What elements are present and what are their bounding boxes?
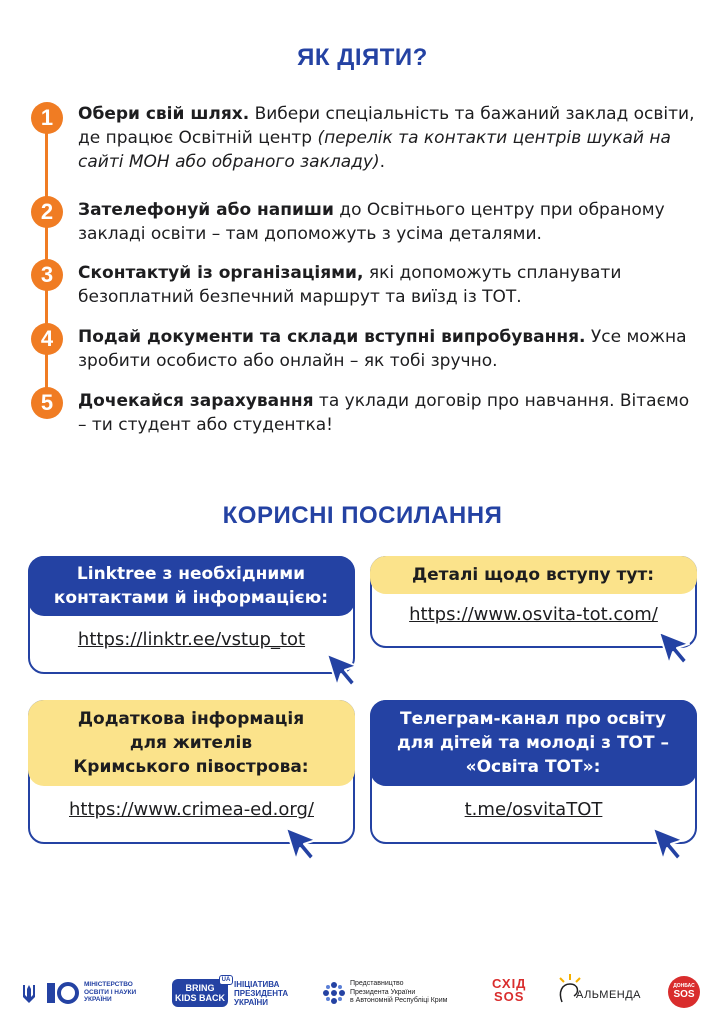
rep-line: Представництво bbox=[350, 980, 404, 987]
step-text bbox=[78, 325, 698, 373]
step-bold: Сконтактуй із організаціями, bbox=[78, 263, 364, 283]
mon-logo bbox=[46, 981, 82, 1005]
bkb-line: BRING bbox=[185, 983, 215, 993]
link-card-crimea bbox=[28, 700, 355, 844]
cursor-arrow-icon bbox=[282, 824, 322, 864]
card-header-line: Додаткова інформація bbox=[77, 708, 305, 729]
mon-text-line: УКРАЇНИ bbox=[84, 996, 112, 1003]
card-header-line: Linktree з необхідними bbox=[76, 563, 306, 584]
bkb-badge: UA bbox=[219, 975, 233, 985]
useful-links-title: КОРИСНІ ПОСИЛАННЯ bbox=[222, 502, 503, 529]
link-card-telegram bbox=[370, 700, 697, 844]
step-body: та уклади договір про навчання. Вітаємо – ти студент або студентка! bbox=[78, 391, 690, 435]
step-tail: . bbox=[379, 152, 385, 172]
telegram-link[interactable]: t.me/osvitaTOT bbox=[464, 799, 603, 820]
initiative-text bbox=[234, 980, 288, 1007]
trident-icon bbox=[22, 983, 36, 1003]
mon-text-line: ОСВІТИ І НАУКИ bbox=[84, 988, 137, 996]
link-card-linktree bbox=[28, 556, 355, 674]
link-card-admission bbox=[370, 556, 697, 648]
card-header-line: «Освіта ТОТ»: bbox=[465, 756, 601, 777]
step-number: 2 bbox=[31, 196, 63, 228]
almenda-text: АЛЬМЕНДА bbox=[576, 989, 642, 1001]
skhid-sos-logo bbox=[492, 977, 526, 1003]
init-line: ІНІЦІАТИВА bbox=[234, 980, 280, 989]
cursor-arrow-icon bbox=[649, 824, 689, 864]
representation-text bbox=[350, 980, 447, 1006]
donbas-line: SOS bbox=[673, 989, 695, 1000]
init-line: УКРАЇНИ bbox=[234, 998, 269, 1007]
step-body: які допоможуть спланувати безоплатний безпечний маршрут та виїзд із ТОТ. bbox=[78, 263, 622, 307]
crimea-ed-link[interactable]: https://www.crimea-ed.org/ bbox=[69, 799, 314, 820]
card-header-line: для дітей та молоді з ТОТ – bbox=[396, 732, 670, 753]
step-text bbox=[78, 389, 698, 437]
how-to-act-title: ЯК ДІЯТИ? bbox=[297, 44, 428, 71]
osvita-tot-link[interactable]: https://www.osvita-tot.com/ bbox=[409, 604, 658, 625]
mon-text bbox=[84, 981, 136, 1004]
step-body: до Освітнього центру при обраному закладі освіти – там допоможуть з усіма деталями. bbox=[78, 200, 665, 244]
step-body: Вибери спеціальність та бажаний заклад освіти, де працює Освітній центр bbox=[78, 104, 695, 148]
step-bold: Подай документи та склади вступні випробування. bbox=[78, 327, 586, 347]
card-header-line: Деталі щодо вступу тут: bbox=[411, 564, 655, 585]
step-text bbox=[78, 198, 698, 246]
step-number: 4 bbox=[31, 323, 63, 355]
card-header bbox=[28, 700, 355, 786]
bkb-line: KIDS BACK bbox=[174, 993, 225, 1003]
init-line: ПРЕЗИДЕНТА bbox=[234, 989, 289, 998]
donbas-sos-logo bbox=[668, 976, 700, 1008]
step-bold: Дочекайся зарахування bbox=[78, 391, 314, 411]
card-header bbox=[28, 556, 355, 616]
step-body: Усе можна зробити особисто або онлайн – як тобі зручно. bbox=[78, 327, 687, 371]
cursor-arrow-icon bbox=[323, 650, 363, 690]
step-number: 1 bbox=[31, 102, 63, 134]
donbas-line: ДОНБАС bbox=[673, 983, 695, 989]
card-header-line: Телеграм-канал про освіту bbox=[400, 708, 666, 729]
step-italic: (перелік та контакти центрів шукай на сайті МОН або обраного закладу) bbox=[78, 128, 671, 172]
linktree-link[interactable]: https://linktr.ee/vstup_tot bbox=[77, 629, 306, 650]
card-header bbox=[370, 700, 697, 786]
step-text bbox=[78, 102, 698, 174]
skhid-line: СХІД bbox=[492, 976, 527, 991]
step-text bbox=[78, 261, 698, 309]
step-bold: Зателефонуй або напиши bbox=[78, 200, 334, 220]
representation-emblem-icon bbox=[322, 981, 346, 1005]
card-header-line: контактами й інформацією: bbox=[53, 587, 329, 608]
mon-logo-icon bbox=[46, 981, 82, 1005]
partner-logos bbox=[0, 970, 725, 1015]
card-header-line: Кримського півострова: bbox=[73, 756, 309, 777]
step-number: 3 bbox=[31, 259, 63, 291]
cursor-arrow-icon bbox=[655, 628, 695, 668]
step-number: 5 bbox=[31, 387, 63, 419]
card-header bbox=[370, 556, 697, 594]
rep-line: в Автономній Республіці Крим bbox=[350, 997, 448, 1004]
skhid-line: SOS bbox=[493, 989, 525, 1004]
mon-text-line: МІНІСТЕРСТВО bbox=[84, 981, 133, 988]
step-bold: Обери свій шлях. bbox=[78, 104, 250, 124]
rep-line: Президента України bbox=[350, 988, 416, 996]
card-header-line: для жителів bbox=[129, 732, 253, 753]
